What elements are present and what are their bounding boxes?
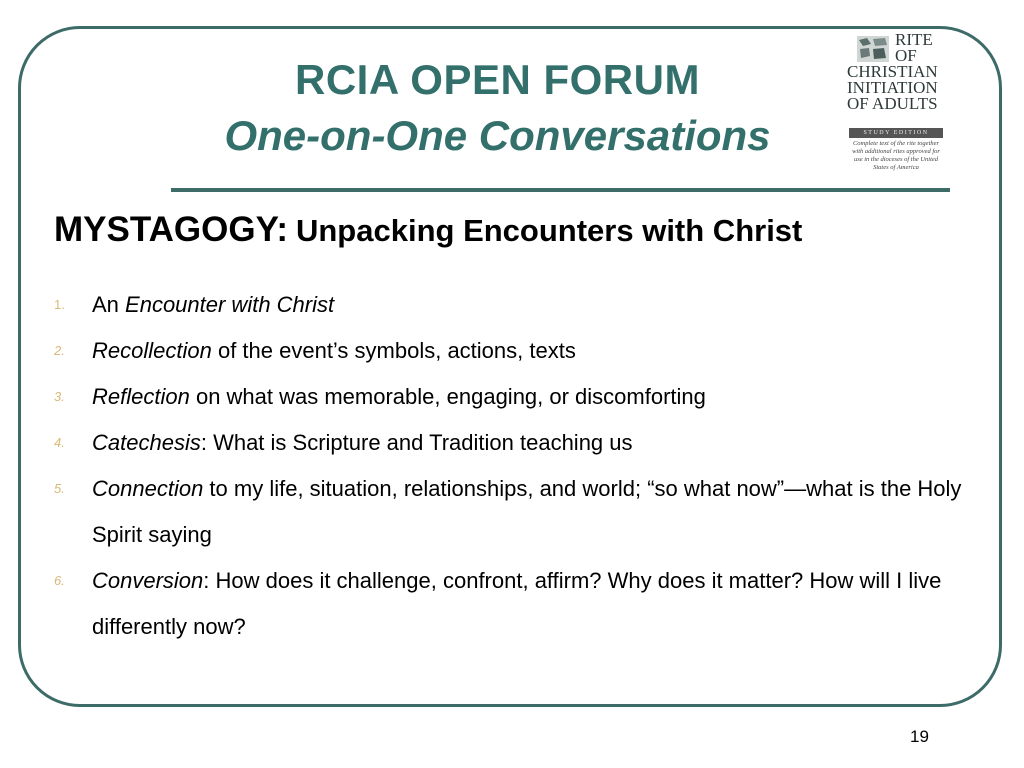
item-text: : What is Scripture and Tradition teaching us <box>200 430 633 455</box>
list-item <box>54 328 994 374</box>
logo-line: OF ADULTS <box>847 94 938 113</box>
item-emphasis: Recollection <box>92 338 212 363</box>
rcia-book-logo <box>843 32 948 184</box>
logo-title <box>847 32 947 112</box>
section-heading <box>54 210 802 250</box>
list-number: 4. <box>54 435 65 450</box>
list-number: 2. <box>54 343 65 358</box>
slide-subtitle: One-on-One Conversations <box>224 112 771 159</box>
logo-line: CHRISTIAN <box>847 62 938 81</box>
item-lead: An <box>92 292 126 317</box>
list-item <box>54 558 994 650</box>
item-emphasis: Conversion <box>92 568 204 593</box>
list-number: 3. <box>54 389 65 404</box>
logo-line: OF <box>895 46 917 65</box>
item-text: of the event’s symbols, actions, texts <box>211 338 576 363</box>
heading-subtitle: Unpacking Encounters with Christ <box>295 213 803 248</box>
list-number: 5. <box>54 481 65 496</box>
item-emphasis: Connection <box>92 476 204 501</box>
title-divider <box>171 188 950 192</box>
list-item <box>54 420 994 466</box>
item-emphasis: Catechesis <box>92 430 201 455</box>
heading-main: MYSTAGOGY: <box>54 210 288 249</box>
list-number: 6. <box>54 573 65 588</box>
logo-line: RITE <box>895 30 933 49</box>
page-number: 19 <box>910 727 929 746</box>
item-emphasis: Encounter with Christ <box>125 292 335 317</box>
logo-line: INITIATION <box>847 78 938 97</box>
list-number: 1. <box>54 297 65 312</box>
list-item <box>54 466 994 558</box>
item-text: : How does it challenge, confront, affirm? Why does it matter? How will I live differently now? <box>92 568 942 639</box>
item-text: on what was memorable, engaging, or discomforting <box>189 384 706 409</box>
list-item <box>54 282 994 328</box>
slide-title: RCIA OPEN FORUM <box>295 56 700 103</box>
steps-list <box>54 282 994 650</box>
item-emphasis: Reflection <box>92 384 190 409</box>
logo-edition-bar: STUDY EDITION <box>849 128 943 138</box>
item-text: to my life, situation, relationships, and world; “so what now”—what is the Holy Spirit saying <box>92 476 962 547</box>
list-item <box>54 374 994 420</box>
logo-description: Complete text of the rite together with additional rites approved for use in the dioceses of the United States of America <box>852 140 940 171</box>
